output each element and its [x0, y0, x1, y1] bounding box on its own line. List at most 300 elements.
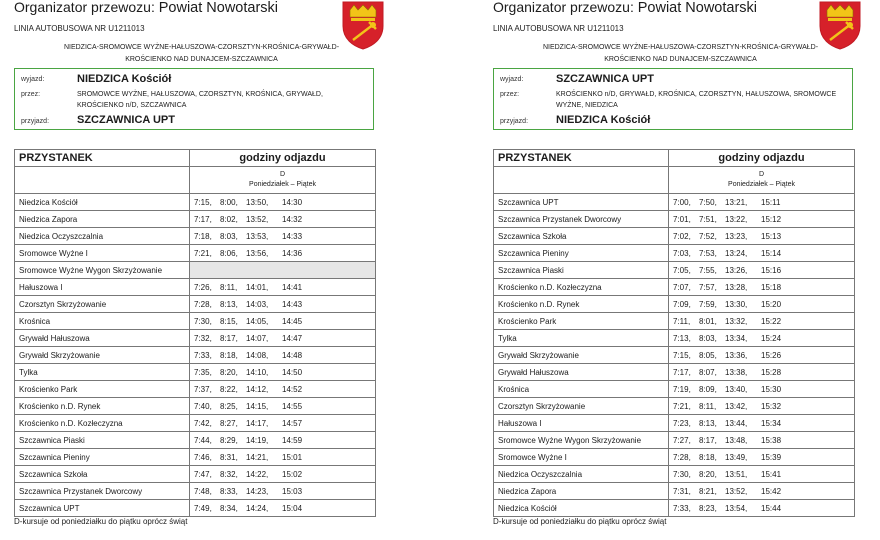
departure-times — [669, 483, 855, 500]
route-line-1: NIEDZICA-SROMOWCE WYŻNE-HAŁUSZOWA-CZORSZTYN-KROŚNICA-GRYWAŁD- — [542, 44, 819, 51]
departure-times — [190, 313, 376, 330]
departure-label: wyjazd: — [21, 76, 45, 83]
departure-time: 8:31, — [220, 452, 238, 462]
departure-times — [190, 330, 376, 347]
organizer-label: Organizator przewozu: — [14, 0, 155, 15]
departure-time: 7:50, — [699, 197, 717, 207]
table-row — [494, 500, 855, 517]
departure-time: 8:18, — [699, 452, 717, 462]
departure-time: 14:32 — [282, 214, 303, 224]
timetable — [493, 149, 855, 517]
departure-times — [669, 245, 855, 262]
departure-times — [190, 211, 376, 228]
departure-times — [669, 194, 855, 211]
departure-time: 14:50 — [282, 367, 303, 377]
table-row — [15, 364, 376, 381]
table-row — [494, 194, 855, 211]
departure-time: 7:15, — [194, 197, 212, 207]
departure-time: 8:21, — [699, 486, 717, 496]
departure-time: 15:20 — [761, 299, 782, 309]
route-line-1: NIEDZICA-SROMOWCE WYŻNE-HAŁUSZOWA-CZORSZTYN-KROŚNICA-GRYWAŁD- — [63, 44, 340, 51]
departure-time: 8:11, — [220, 282, 238, 292]
departure-times — [190, 415, 376, 432]
departure-time: 14:47 — [282, 333, 303, 343]
table-row — [494, 296, 855, 313]
departure-times — [669, 330, 855, 347]
stop-name: Niedzica Zapora — [15, 211, 190, 228]
departure-time: 7:21, — [194, 248, 212, 258]
stop-name: Sromowce Wyżne Wygon Skrzyżowanie — [494, 432, 669, 449]
organizer-name: Powiat Nowotarski — [637, 0, 757, 16]
departure-time: 7:47, — [194, 469, 212, 479]
departure-time: 14:36 — [282, 248, 303, 258]
table-row — [494, 330, 855, 347]
table-row — [15, 211, 376, 228]
departure-time: 15:11 — [761, 197, 781, 207]
departure-time: 8:33, — [220, 486, 238, 496]
departure-time: 7:53, — [699, 248, 717, 258]
departure-time: 14:24, — [246, 503, 269, 513]
departure-times — [190, 296, 376, 313]
departure-time: 13:51, — [725, 469, 748, 479]
departure-times — [669, 432, 855, 449]
departure-times — [190, 194, 376, 211]
table-row — [494, 211, 855, 228]
departure-time: 7:30, — [673, 469, 691, 479]
via-label: przez: — [500, 91, 520, 98]
departure-time: 15:30 — [761, 384, 782, 394]
departure-time: 8:01, — [699, 316, 717, 326]
table-row — [15, 415, 376, 432]
departure-times — [190, 228, 376, 245]
stop-name: Szczawnica Pieniny — [15, 449, 190, 466]
departure-time: 13:44, — [725, 418, 748, 428]
line-number: LINIA AUTOBUSOWA NR U1211013 — [493, 24, 624, 33]
departure-time: 7:15, — [673, 350, 691, 360]
footnote: D-kursuje od poniedziałku do piątku oprócz świąt — [14, 517, 188, 526]
departure-time: 8:05, — [699, 350, 717, 360]
departure-time: 13:30, — [725, 299, 748, 309]
departure-time: 7:19, — [673, 384, 691, 394]
departure-time: 14:17, — [246, 418, 269, 428]
departure-time: 8:06, — [220, 248, 238, 258]
stop-name: Sromowce Wyżne I — [494, 449, 669, 466]
departure-time: 7:21, — [673, 401, 691, 411]
table-row — [494, 364, 855, 381]
departure-time: 7:31, — [673, 486, 691, 496]
stop-name: Niedzica Zapora — [494, 483, 669, 500]
departure-time: 14:01, — [246, 282, 269, 292]
times-column-header: godziny odjazdu — [190, 150, 376, 167]
departure-times — [669, 347, 855, 364]
table-row — [15, 330, 376, 347]
departure-time: 14:22, — [246, 469, 269, 479]
departure-time: 7:11, — [673, 316, 691, 326]
organizer-name: Powiat Nowotarski — [158, 0, 278, 16]
table-row — [494, 483, 855, 500]
departure-time: 7:27, — [673, 435, 691, 445]
departure-time: 7:23, — [673, 418, 691, 428]
departure-time: 7:00, — [673, 197, 691, 207]
departure-time: 15:38 — [761, 435, 782, 445]
departure-time: 14:43 — [282, 299, 303, 309]
table-row — [494, 262, 855, 279]
line-number: LINIA AUTOBUSOWA NR U1211013 — [14, 24, 145, 33]
departure-time: 7:01, — [673, 214, 691, 224]
departure-time: 8:25, — [220, 401, 238, 411]
table-row — [494, 228, 855, 245]
departure-time: 15:13 — [761, 231, 782, 241]
departure-times — [669, 449, 855, 466]
departure-time: 7:51, — [699, 214, 717, 224]
stop-name: Niedzica Oczyszczalnia — [494, 466, 669, 483]
stop-name: Szczawnica Piaski — [15, 432, 190, 449]
departure-time: 14:15, — [246, 401, 269, 411]
stop-name: Hałuszowa I — [15, 279, 190, 296]
table-row — [15, 500, 376, 517]
departure-times — [190, 500, 376, 517]
table-row — [15, 398, 376, 415]
departure-time: 14:03, — [246, 299, 269, 309]
departure-time: 15:18 — [761, 282, 782, 292]
departure-time: 7:07, — [673, 282, 691, 292]
departure-times — [190, 347, 376, 364]
departure-time: 13:38, — [725, 367, 748, 377]
departure-time: 7:30, — [194, 316, 212, 326]
times-column-header: godziny odjazdu — [669, 150, 855, 167]
organizer-label: Organizator przewozu: — [493, 0, 634, 15]
departure-times — [190, 262, 376, 279]
table-row — [15, 432, 376, 449]
departure-time: 15:04 — [282, 503, 303, 513]
table-row — [494, 466, 855, 483]
departure-time: 8:22, — [220, 384, 238, 394]
departure-time: 7:26, — [194, 282, 212, 292]
table-row — [15, 347, 376, 364]
departure-time: 13:28, — [725, 282, 748, 292]
route-info-box — [14, 68, 374, 130]
stop-name: Krościenko n.D. Kozłeczyzna — [15, 415, 190, 432]
departure-time: 8:13, — [220, 299, 238, 309]
stop-name: Czorsztyn Skrzyżowanie — [494, 398, 669, 415]
organizer-heading — [14, 0, 278, 16]
departure-time: 14:10, — [246, 367, 269, 377]
departure-times — [669, 415, 855, 432]
table-row — [494, 398, 855, 415]
departure-times — [190, 381, 376, 398]
stop-name: Krościenko n.D. Rynek — [494, 296, 669, 313]
timetable-body — [15, 150, 376, 517]
stop-name: Krościenko Park — [494, 313, 669, 330]
departure-time: 13:23, — [725, 231, 748, 241]
footnote: D-kursuje od poniedziałku do piątku oprócz świąt — [493, 517, 667, 526]
departure-time: 15:16 — [761, 265, 782, 275]
departure-time: 7:57, — [699, 282, 717, 292]
departure-time: 13:53, — [246, 231, 269, 241]
departure-times — [669, 500, 855, 517]
departure-times — [190, 432, 376, 449]
departure-times — [669, 211, 855, 228]
table-row — [494, 381, 855, 398]
departure-times — [190, 449, 376, 466]
departure-time: 15:22 — [761, 316, 782, 326]
departure-time: 15:28 — [761, 367, 782, 377]
departure-time: 8:15, — [220, 316, 238, 326]
departure-time: 15:42 — [761, 486, 782, 496]
departure-times — [190, 245, 376, 262]
table-row — [494, 245, 855, 262]
departure-time: 7:28, — [673, 452, 691, 462]
departure-time: 15:41 — [761, 469, 782, 479]
timetable-panel — [14, 0, 389, 540]
departure-time: 7:02, — [673, 231, 691, 241]
via-value: SROMOWCE WYŻNE, HAŁUSZOWA, CZORSZTYN, KROŚNICA, GRYWAŁD, KROŚCIENKO n/D, SZCZAWNICA — [77, 91, 323, 109]
departure-time: 8:27, — [220, 418, 238, 428]
table-row — [15, 381, 376, 398]
departure-time: 14:21, — [246, 452, 269, 462]
departure-time: 14:52 — [282, 384, 303, 394]
departure-time: 7:09, — [673, 299, 691, 309]
stop-name: Grywałd Skrzyżowanie — [494, 347, 669, 364]
stop-name: Sromowce Wyżne Wygon Skrzyżowanie — [15, 262, 190, 279]
departure-time: 13:42, — [725, 401, 748, 411]
departure-time: 8:20, — [220, 367, 238, 377]
departure-time: 7:05, — [673, 265, 691, 275]
departure-time: 8:17, — [699, 435, 717, 445]
departure-time: 13:49, — [725, 452, 748, 462]
departure-times — [669, 364, 855, 381]
stop-name: Niedzica Kościół — [15, 194, 190, 211]
route-line-2: KROŚCIENKO NAD DUNAJCEM-SZCZAWNICA — [604, 56, 757, 63]
route-description — [14, 42, 389, 66]
departure-time: 7:13, — [673, 333, 691, 343]
stop-column-header: PRZYSTANEK — [15, 150, 190, 167]
departure-time: 7:44, — [194, 435, 212, 445]
timetable-body — [494, 150, 855, 517]
stop-name: Szczawnica Szkoła — [494, 228, 669, 245]
departure-time: 13:24, — [725, 248, 748, 258]
departure-time: 7:32, — [194, 333, 212, 343]
departure-time: 7:48, — [194, 486, 212, 496]
departure-times — [669, 262, 855, 279]
departure-time: 13:48, — [725, 435, 748, 445]
departure-time: 14:59 — [282, 435, 303, 445]
table-row — [15, 313, 376, 330]
departure-label: wyjazd: — [500, 76, 524, 83]
table-row — [494, 415, 855, 432]
stop-name: Szczawnica UPT — [15, 500, 190, 517]
departure-time: 8:09, — [699, 384, 717, 394]
via-label: przez: — [21, 91, 41, 98]
departure-times — [669, 228, 855, 245]
arrival-label: przyjazd: — [21, 118, 50, 125]
departure-time: 15:12 — [761, 214, 782, 224]
days-header — [194, 170, 371, 190]
departure-time: 13:26, — [725, 265, 748, 275]
stop-name: Szczawnica Piaski — [494, 262, 669, 279]
stop-name: Tylka — [494, 330, 669, 347]
stop-column-header: PRZYSTANEK — [494, 150, 669, 167]
stop-name: Sromowce Wyżne I — [15, 245, 190, 262]
stop-name: Krościenko Park — [15, 381, 190, 398]
departure-time: 8:11, — [699, 401, 717, 411]
departure-time: 7:35, — [194, 367, 212, 377]
table-row — [15, 228, 376, 245]
arrival-label: przyjazd: — [500, 118, 529, 125]
route-description — [493, 42, 868, 66]
departure-times — [669, 466, 855, 483]
departure-time: 13:34, — [725, 333, 748, 343]
departure-time: 14:41 — [282, 282, 303, 292]
stop-name: Szczawnica Pieniny — [494, 245, 669, 262]
header-row — [15, 150, 376, 167]
table-row — [15, 449, 376, 466]
departure-time: 15:26 — [761, 350, 782, 360]
departure-time: 7:42, — [194, 418, 212, 428]
departure-times — [190, 364, 376, 381]
days-row — [494, 167, 855, 194]
symbol-d: D — [279, 171, 286, 178]
departure-time: 7:46, — [194, 452, 212, 462]
departure-time: 13:56, — [246, 248, 269, 258]
timetable-panel — [493, 0, 868, 540]
departure-times — [190, 483, 376, 500]
departure-time: 8:07, — [699, 367, 717, 377]
route-line-2: KROŚCIENKO NAD DUNAJCEM-SZCZAWNICA — [125, 56, 278, 63]
departure-time: 7:52, — [699, 231, 717, 241]
departure-time: 8:02, — [220, 214, 238, 224]
departure-time: 13:36, — [725, 350, 748, 360]
stop-name: Szczawnica Szkoła — [15, 466, 190, 483]
departure-time: 8:32, — [220, 469, 238, 479]
stop-name: Tylka — [15, 364, 190, 381]
table-row — [15, 483, 376, 500]
timetable — [14, 149, 376, 517]
departure-time: 14:08, — [246, 350, 269, 360]
departure-time: 7:33, — [194, 350, 212, 360]
stop-name: Hałuszowa I — [494, 415, 669, 432]
departure-time: 15:24 — [761, 333, 782, 343]
stop-name: Grywałd Hałuszowa — [494, 364, 669, 381]
departure-time: 15:39 — [761, 452, 782, 462]
departure-time: 7:18, — [194, 231, 212, 241]
departure-time: 7:17, — [673, 367, 691, 377]
departure-time: 7:28, — [194, 299, 212, 309]
table-row — [494, 313, 855, 330]
departure-times — [669, 398, 855, 415]
table-row — [15, 262, 376, 279]
departure-time: 13:21, — [725, 197, 748, 207]
departure-time: 13:50, — [246, 197, 269, 207]
stop-name: Czorsztyn Skrzyżowanie — [15, 296, 190, 313]
table-row — [494, 449, 855, 466]
departure-time: 7:49, — [194, 503, 212, 513]
arrival-value: SZCZAWNICA UPT — [77, 114, 175, 126]
days-label: Poniedziałek – Piątek — [728, 181, 795, 188]
departure-time: 15:44 — [761, 503, 782, 513]
departure-time: 14:19, — [246, 435, 269, 445]
departure-time: 14:45 — [282, 316, 303, 326]
departure-time: 8:20, — [699, 469, 717, 479]
departure-times — [669, 296, 855, 313]
departure-time: 13:40, — [725, 384, 748, 394]
days-label: Poniedziałek – Piątek — [249, 181, 316, 188]
via-value: KROŚCIENKO n/D, GRYWAŁD, KROŚNICA, CZORSZTYN, HAŁUSZOWA, SROMOWCE WYŻNE, NIEDZICA — [556, 91, 837, 109]
table-row — [15, 296, 376, 313]
departure-time: 14:48 — [282, 350, 303, 360]
departure-time: 8:29, — [220, 435, 238, 445]
departure-times — [190, 466, 376, 483]
departure-time: 8:03, — [220, 231, 238, 241]
departure-time: 7:03, — [673, 248, 691, 258]
departure-time: 7:55, — [699, 265, 717, 275]
departure-time: 14:55 — [282, 401, 303, 411]
departure-times — [669, 313, 855, 330]
departure-time: 8:13, — [699, 418, 717, 428]
departure-value: NIEDZICA Kościół — [77, 73, 172, 85]
header-row — [494, 150, 855, 167]
departure-time: 14:23, — [246, 486, 269, 496]
departure-value: SZCZAWNICA UPT — [556, 73, 654, 85]
departure-time: 8:00, — [220, 197, 238, 207]
table-row — [15, 245, 376, 262]
stop-name: Niedzica Kościół — [494, 500, 669, 517]
days-row — [15, 167, 376, 194]
departure-time: 13:32, — [725, 316, 748, 326]
table-row — [494, 347, 855, 364]
departure-times — [190, 279, 376, 296]
departure-time: 15:32 — [761, 401, 782, 411]
days-header — [673, 170, 850, 190]
stop-name: Krośnica — [494, 381, 669, 398]
departure-time: 15:03 — [282, 486, 303, 496]
departure-time: 8:03, — [699, 333, 717, 343]
departure-time: 15:14 — [761, 248, 782, 258]
departure-time: 15:02 — [282, 469, 303, 479]
departure-time: 14:57 — [282, 418, 303, 428]
stop-name: Grywałd Skrzyżowanie — [15, 347, 190, 364]
stop-name: Szczawnica UPT — [494, 194, 669, 211]
departure-time: 8:18, — [220, 350, 238, 360]
departure-time: 7:40, — [194, 401, 212, 411]
departure-time: 15:01 — [282, 452, 303, 462]
departure-time: 14:07, — [246, 333, 269, 343]
departure-time: 15:34 — [761, 418, 782, 428]
departure-time: 8:34, — [220, 503, 238, 513]
departure-times — [669, 279, 855, 296]
departure-time: 14:33 — [282, 231, 303, 241]
departure-time: 13:52, — [725, 486, 748, 496]
departure-time: 13:22, — [725, 214, 748, 224]
arrival-value: NIEDZICA Kościół — [556, 114, 651, 126]
departure-time: 7:17, — [194, 214, 212, 224]
departure-time: 14:05, — [246, 316, 269, 326]
departure-times — [669, 381, 855, 398]
stop-name: Krośnica — [15, 313, 190, 330]
departure-time: 8:23, — [699, 503, 717, 513]
route-info-box — [493, 68, 853, 130]
stop-name: Szczawnica Przystanek Dworcowy — [15, 483, 190, 500]
departure-time: 14:12, — [246, 384, 269, 394]
organizer-heading — [493, 0, 757, 16]
table-row — [15, 194, 376, 211]
departure-times — [190, 398, 376, 415]
symbol-d: D — [758, 171, 765, 178]
stop-name: Niedzica Oczyszczalnia — [15, 228, 190, 245]
stop-name: Krościenko n.D. Kozłeczyzna — [494, 279, 669, 296]
departure-time: 13:54, — [725, 503, 748, 513]
departure-time: 7:33, — [673, 503, 691, 513]
